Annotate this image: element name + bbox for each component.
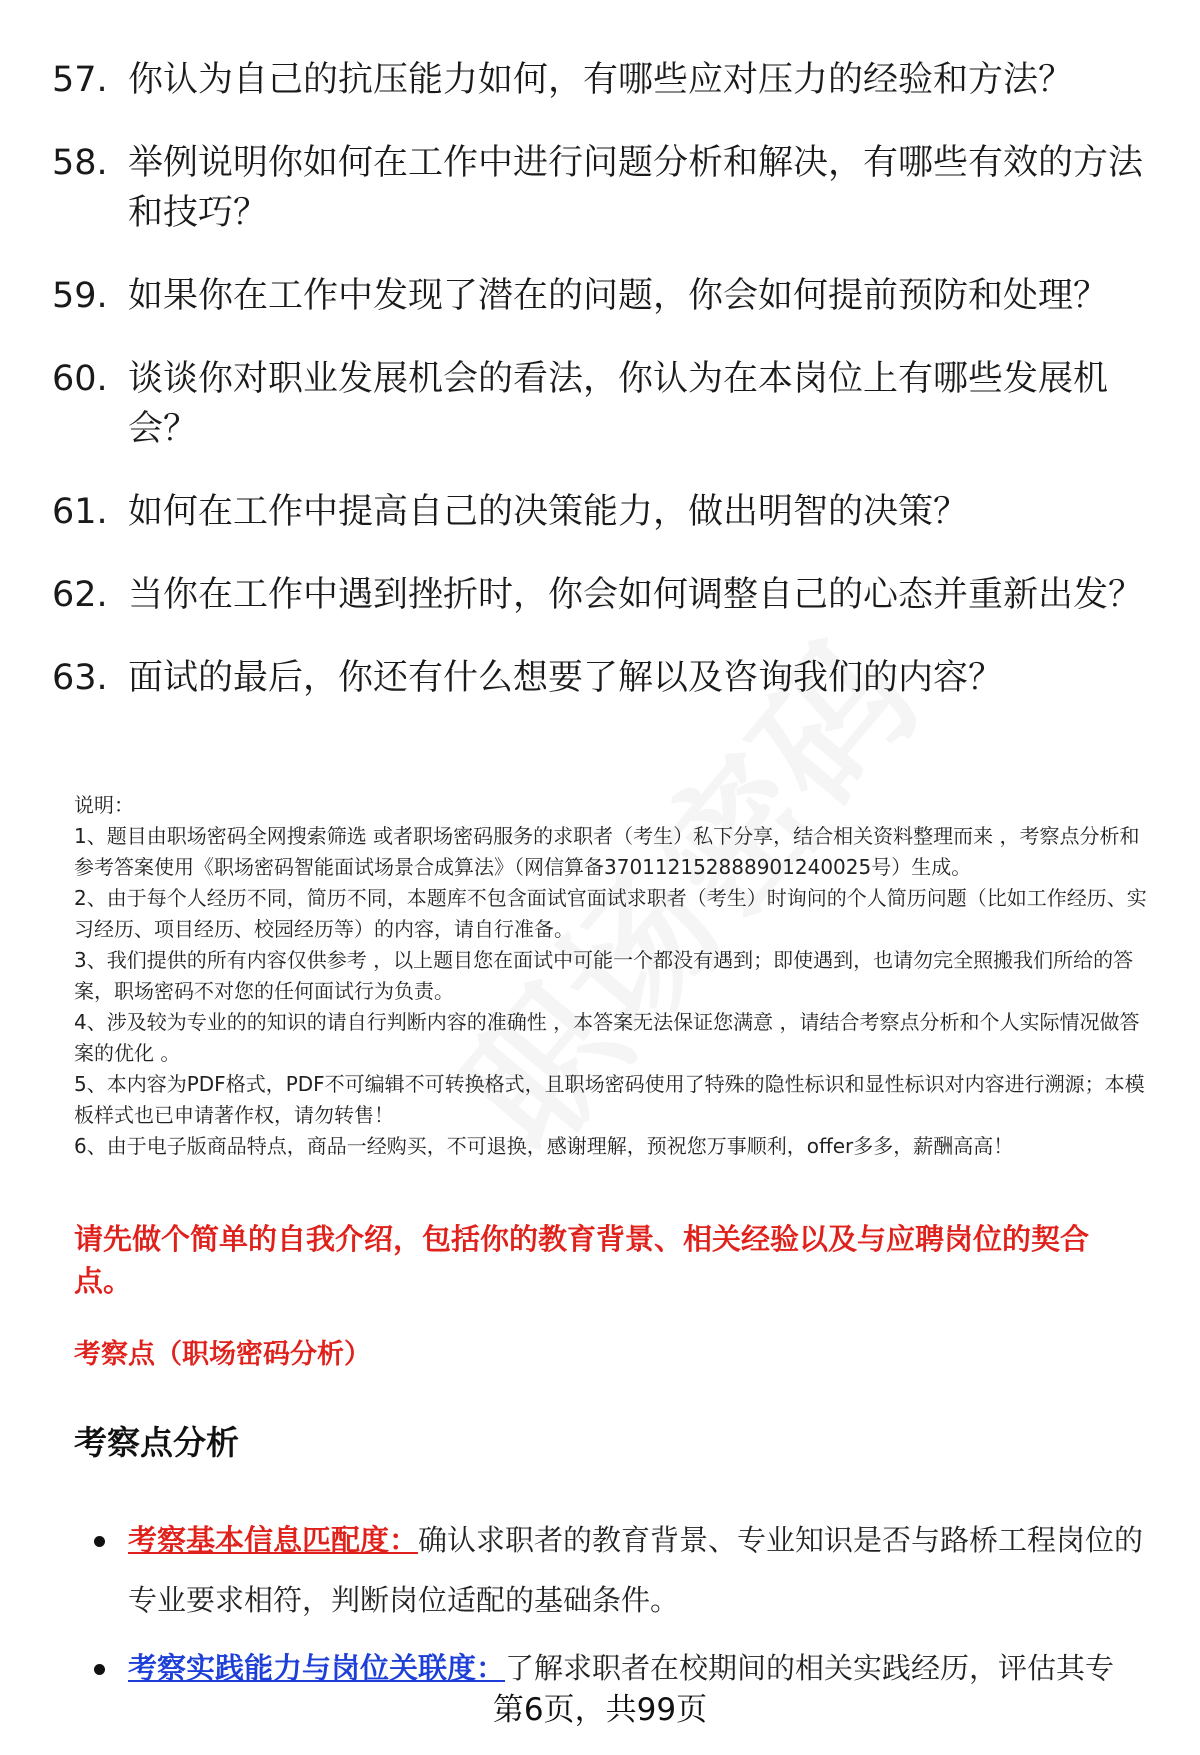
question-number: 62. [52, 575, 108, 615]
analysis-bullet [94, 1510, 1154, 1630]
note-item: 6、由于电子版商品特点，商品一经购买，不可退换，感谢理解，预祝您万事顺利，offer多多，薪酬高高！ [74, 1134, 1014, 1158]
question-item [52, 138, 1152, 238]
question-text: 你认为自己的抗压能力如何，有哪些应对压力的经验和方法？ [128, 60, 1074, 100]
bullet-label: 考察实践能力与岗位关联度： [128, 1651, 506, 1685]
note-item: 2、由于每个人经历不同，简历不同，本题库不包含面试官面试求职者（考生）时询问的个人简历问题（比如工作经历、实习经历、项目经历、校园经历等）的内容，请自行准备。 [74, 886, 1147, 941]
note-item: 3、我们提供的所有内容仅供参考 ，以上题目您在面试中可能一个都没有遇到；即使遇到，也请勿完全照搬我们所给的答案，职场密码不对您的任何面试行为负责。 [74, 948, 1134, 1003]
question-item [52, 487, 1152, 537]
question-text: 举例说明你如何在工作中进行问题分析和解决，有哪些有效的方法和技巧？ [128, 143, 1144, 233]
section-heading: 考察点分析 [74, 1423, 239, 1462]
analysis-label: 考察点（职场密码分析） [74, 1339, 371, 1370]
note-item: 1、题目由职场密码全网搜索筛选 或者职场密码服务的求职者（考生）私下分享，结合相关资料整理而来 ，考察点分析和参考答案使用《职场密码智能面试场景合成算法》（网信算备370112152888901240025号）生成。 [74, 824, 1140, 879]
question-number: 63. [52, 658, 108, 698]
analysis-bullet-list [94, 1510, 1154, 1706]
bullet-dot-icon [94, 1536, 105, 1547]
question-number: 59. [52, 276, 108, 316]
question-item [52, 271, 1152, 321]
question-item [52, 55, 1152, 105]
bullet-text: 确认求职者的教育背景、专业知识是否与路桥工程岗位的专业要求相符，判断岗位适配的基础条件。 [128, 1523, 1144, 1617]
page-footer: 第6页，共99页 [492, 1692, 708, 1728]
question-number: 60. [52, 359, 108, 399]
question-text: 如果你在工作中发现了潜在的问题，你会如何提前预防和处理？ [128, 276, 1109, 316]
bullet-text: 了解求职者在校期间的相关实践经历，评估其专 [505, 1651, 1115, 1685]
question-number: 57. [52, 60, 108, 100]
question-item [52, 653, 1152, 703]
question-item [52, 354, 1152, 454]
question-text: 谈谈你对职业发展机会的看法，你认为在本岗位上有哪些发展机会？ [128, 359, 1109, 449]
notes-section [74, 790, 1154, 1162]
note-item: 4、涉及较为专业的的知识的请自行判断内容的准确性 ，本答案无法保证您满意 ，请结合考察点分析和个人实际情况做答案的优化 。 [74, 1010, 1140, 1065]
question-text: 当你在工作中遇到挫折时，你会如何调整自己的心态并重新出发？ [128, 575, 1144, 615]
note-item: 5、本内容为PDF格式，PDF不可编辑不可转换格式，且职场密码使用了特殊的隐性标识和显性标识对内容进行溯源；本模板样式也已申请著作权，请勿转售！ [74, 1072, 1145, 1127]
bullet-dot-icon [94, 1664, 105, 1675]
question-text: 面试的最后，你还有什么想要了解以及咨询我们的内容？ [128, 658, 1004, 698]
featured-question: 请先做个简单的自我介绍，包括你的教育背景、相关经验以及与应聘岗位的契合点。 [74, 1222, 1090, 1298]
notes-title: 说明： [74, 793, 134, 817]
question-number: 61. [52, 492, 108, 532]
question-number: 58. [52, 143, 108, 183]
question-list [52, 55, 1152, 736]
bullet-label: 考察基本信息匹配度： [128, 1523, 419, 1557]
question-item [52, 570, 1152, 620]
question-text: 如何在工作中提高自己的决策能力，做出明智的决策？ [128, 492, 969, 532]
